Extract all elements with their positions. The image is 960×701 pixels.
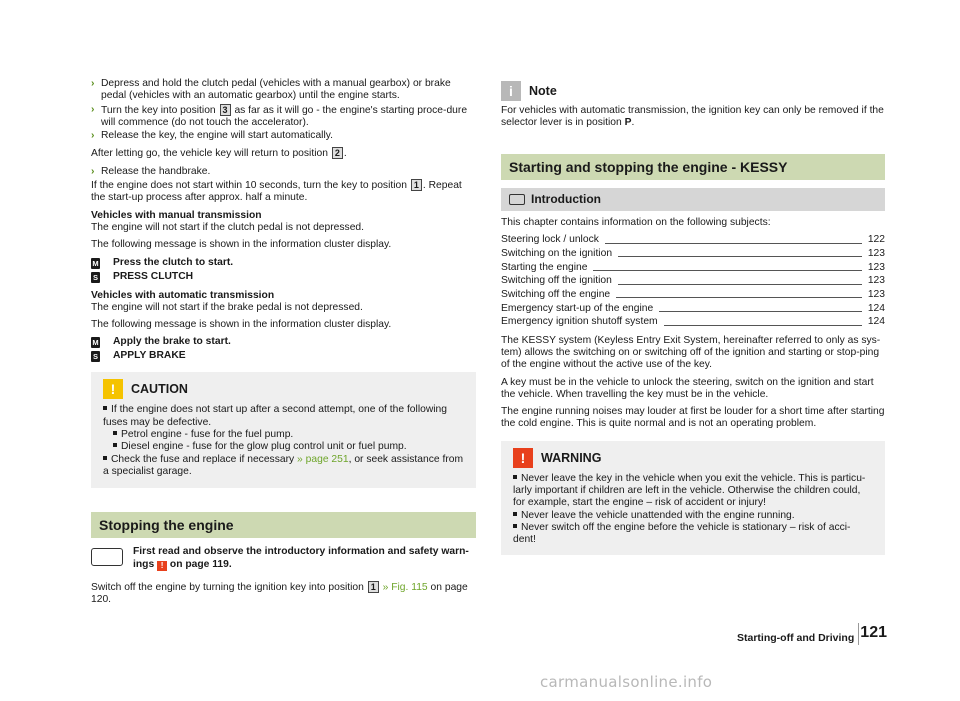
caution-header (103, 378, 464, 400)
toc-page: 124 (867, 316, 885, 328)
chevron-right-icon: › (91, 165, 95, 177)
chapter-label: Starting-off and Driving (737, 632, 855, 644)
notice-text: First read and observe the introductory information and safety warn-ings (133, 546, 469, 570)
display-message (91, 336, 476, 350)
toc-title: Emergency start-up of the engine (501, 302, 654, 314)
list-item-text: Diesel engine - fuse for the glow plug control unit or fuel pump. (121, 441, 407, 453)
intro-title: Introduction (531, 191, 601, 206)
warning-box (501, 441, 885, 555)
language-badge-icon: S (92, 272, 98, 282)
bullet-icon (103, 456, 107, 460)
footer-divider (858, 623, 859, 645)
toc-entry[interactable] (501, 315, 885, 329)
list-item-text: Petrol engine - fuse for the fuel pump. (121, 429, 294, 441)
warning-title: WARNING (541, 450, 602, 465)
toc-entry[interactable] (501, 260, 885, 274)
figure-link[interactable]: » Fig. 115 (382, 581, 428, 593)
list-item (103, 454, 464, 479)
paragraph: The engine will not start if the brake pedal is not depressed. (91, 301, 363, 313)
bullet-icon (513, 475, 517, 479)
page-link[interactable]: » page 251 (297, 453, 349, 465)
message-text: Press the clutch to start. (113, 256, 234, 268)
toc-title: Emergency ignition shutoff system (501, 316, 658, 328)
step-text: Release the key, the engine will start automatically. (101, 130, 333, 142)
step-text: Turn the key into position (101, 104, 216, 116)
toc-entry[interactable] (501, 233, 885, 247)
toc-page: 123 (867, 275, 885, 287)
paragraph (91, 581, 476, 607)
toc-title: Switching off the ignition (501, 275, 612, 287)
toc-leader (593, 270, 861, 271)
notice-text: on page 119. (169, 558, 232, 570)
info-icon: i (501, 81, 521, 101)
paragraph-text: After letting go, the vehicle key will return to position (91, 148, 328, 160)
paragraph-text: . Repeat the start-up process after approx. half a minute. (91, 180, 462, 204)
chevron-right-icon: › (91, 130, 95, 142)
language-badge-icon: S (92, 352, 98, 362)
language-badge-icon: M (92, 338, 99, 348)
warning-list (513, 473, 873, 547)
toc-leader (618, 256, 862, 257)
toc-title: Starting the engine (501, 261, 588, 273)
list-item-text: Check the fuse and replace if necessary (111, 453, 295, 465)
intro-header (501, 188, 885, 211)
subheading: Vehicles with manual transmission (91, 209, 262, 221)
note-text-part: For vehicles with automatic transmission, the ignition key can only be removed if the selector lever is in position (501, 105, 884, 129)
toc-page: 123 (867, 261, 885, 273)
toc-leader (605, 243, 862, 244)
bullet-icon (513, 524, 517, 528)
warning-icon: ! (157, 561, 167, 571)
book-icon (509, 194, 525, 205)
message-text: APPLY BRAKE (113, 350, 186, 362)
message-text: PRESS CLUTCH (113, 270, 194, 282)
toc-entry[interactable] (501, 288, 885, 302)
list-item-text: If the engine does not start up after a second attempt, one of the following fuses may be defective. (103, 404, 448, 428)
bullet-icon (513, 512, 517, 516)
section-title: Starting and stopping the engine - KESSY (501, 154, 885, 180)
language-badge-icon: M (92, 258, 99, 268)
message-text: Apply the brake to start. (113, 336, 231, 348)
toc-leader (664, 325, 862, 326)
toc-title: Switching off the engine (501, 289, 611, 301)
toc-title: Steering lock / unlock (501, 234, 599, 246)
bullet-icon (113, 443, 117, 447)
page-footer (737, 624, 887, 645)
caution-title: CAUTION (131, 382, 188, 397)
display-message (91, 271, 476, 285)
toc-page: 122 (867, 234, 885, 246)
warning-header (513, 447, 873, 469)
toc-page: 123 (867, 289, 885, 301)
caution-list (103, 404, 464, 478)
step (91, 166, 476, 178)
paragraph: The KESSY system (Keyless Entry Exit System, hereinafter referred to only as sys-tem) allows the switching on or switching off of the ignition and starting or stop-ping of the engine without the active use of the key. (501, 334, 881, 371)
key-position-badge: 1 (411, 179, 422, 191)
list-item (103, 404, 464, 429)
note-text-bold: P (624, 117, 632, 129)
list-item (513, 522, 873, 547)
book-icon (91, 548, 123, 566)
toc-page: 124 (867, 302, 885, 314)
warning-icon: ! (513, 448, 533, 468)
toc-entry[interactable] (501, 274, 885, 288)
toc-leader (616, 297, 862, 298)
step-text: Depress and hold the clutch pedal (vehicles with a manual gearbox) or brake pedal (vehicles with an automatic gearbox) until the engine starts. (101, 78, 451, 102)
display-messages (91, 257, 476, 285)
left-column (91, 78, 476, 606)
list-item-text: Never leave the vehicle unattended with the engine running. (521, 509, 795, 521)
list-item-text: Never switch off the engine before the vehicle is stationary – risk of acci-dent! (513, 521, 851, 546)
paragraph-text: . (343, 148, 347, 160)
paragraph: The following message is shown in the information cluster display. (91, 319, 392, 331)
note-header (501, 80, 885, 102)
step-text: as far as it will go - the engine's starting proce-dure will commence (do not touch the accelerator). (101, 104, 468, 128)
paragraph (91, 147, 476, 160)
display-message (91, 257, 476, 271)
paragraph: A key must be in the vehicle to unlock the steering, switch on the ignition and start the vehicle. When travelling the key must be in the vehicle. (501, 376, 874, 400)
key-position-badge: 3 (220, 104, 231, 116)
note-text (501, 105, 885, 130)
chevron-right-icon: › (91, 103, 95, 115)
list-item (103, 429, 464, 441)
section-title: Stopping the engine (91, 512, 476, 538)
step (91, 130, 476, 142)
paragraph-text: on page 120. (91, 581, 468, 606)
note-box (501, 80, 885, 130)
subheading: Vehicles with automatic transmission (91, 289, 275, 301)
key-position-badge: 1 (368, 581, 379, 593)
note-title: Note (529, 84, 557, 98)
paragraph (91, 179, 476, 205)
paragraph-text: Switch off the engine by turning the ignition key into position (91, 581, 364, 593)
step-text: Release the handbrake. (101, 165, 211, 177)
list-item-text: , or seek assistance from a specialist garage. (103, 453, 464, 477)
caution-box (91, 372, 476, 488)
display-message (91, 350, 476, 364)
toc-entry[interactable] (501, 301, 885, 315)
bullet-icon (103, 406, 107, 410)
list-item (103, 441, 464, 453)
paragraph: This chapter contains information on the following subjects: (501, 216, 771, 228)
step (91, 104, 476, 130)
page-number: 121 (860, 624, 887, 641)
right-column (501, 80, 885, 555)
toc-leader (659, 311, 862, 312)
paragraph-text: If the engine does not start within 10 seconds, turn the key to position (91, 180, 407, 192)
key-position-badge: 2 (332, 147, 343, 159)
toc-leader (618, 284, 862, 285)
toc-title: Switching on the ignition (501, 247, 613, 259)
list-item (513, 473, 873, 510)
paragraph: The engine will not start if the clutch pedal is not depressed. (91, 221, 365, 233)
first-read-notice (91, 546, 476, 571)
toc-page: 123 (867, 247, 885, 259)
note-text-part: . (631, 117, 635, 129)
paragraph: The engine running noises may louder at first be louder for a short time after starting the cold engine. This is quite normal and is not an operating problem. (501, 406, 885, 430)
bullet-icon (113, 431, 117, 435)
caution-icon: ! (103, 379, 123, 399)
watermark: carmanualsonline.info (540, 673, 713, 691)
list-item (513, 510, 873, 522)
list-item-text: Never leave the key in the vehicle when you exit the vehicle. This is particu-larly important if children are left in the vehicle. Otherwise the children could, for example, start the engine – risk of accident or injury! (513, 472, 866, 509)
step (91, 78, 476, 103)
chevron-right-icon: › (91, 78, 95, 89)
paragraph: The following message is shown in the information cluster display. (91, 239, 392, 251)
table-of-contents (501, 233, 885, 329)
toc-entry[interactable] (501, 247, 885, 261)
display-messages (91, 336, 476, 364)
